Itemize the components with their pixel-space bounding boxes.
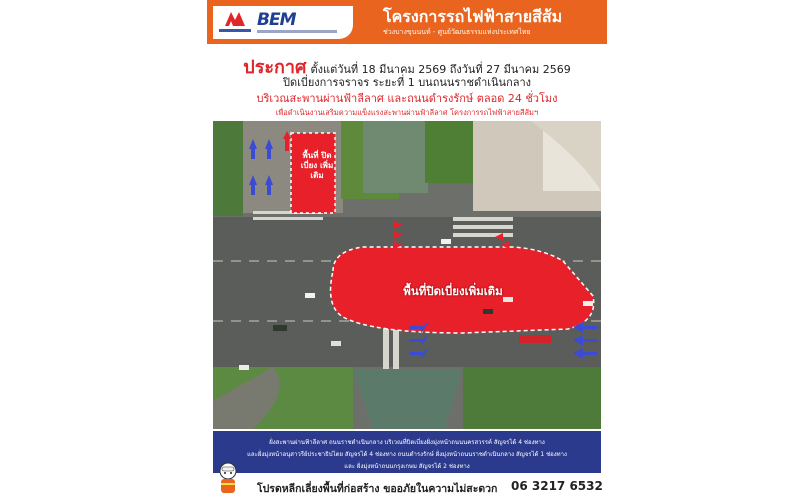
aerial-map-photo bbox=[213, 121, 601, 429]
tree-area bbox=[213, 121, 243, 216]
aerial-map-illustration bbox=[213, 121, 601, 429]
info-line-1: ฝั่งสะพานผ่านฟ้าลีลาศ ถนนราชดำเนินกลาง บริเวณที่ปิดเบี่ยงฝั่งมุ่งหน้าถนนนครสวรรค์ สัญจรได้ 4 ช่องทาง bbox=[269, 439, 545, 446]
project-subtitle: ช่วงบางขุนนนท์ - ศูนย์วัฒนธรรมแห่งประเทศไทย bbox=[383, 28, 531, 36]
contact-phone: 06 3217 6532 bbox=[511, 479, 603, 493]
announcement-line-2: ปิดเบี่ยงการจราจร ระยะที่ 1 บนถนนราชดำเนินกลาง bbox=[282, 76, 532, 89]
mrta-logo-icon bbox=[223, 10, 247, 28]
bem-logo: BEM bbox=[257, 10, 296, 30]
announcement-heading: ประกาศ bbox=[243, 57, 307, 78]
header-bar bbox=[207, 0, 607, 44]
announcement-line-4: เพื่อดำเนินงานเสริมความแข็งแรงสะพานผ่านฟ้าลีลาศ โครงการรถไฟฟ้าสายสีส้มฯ bbox=[275, 108, 539, 117]
mrta-logo-bar bbox=[219, 29, 251, 32]
large-closure-label: พื้นที่ปิดเบี่ยงเพิ่มเติม bbox=[403, 284, 503, 298]
traffic-info-box bbox=[213, 431, 601, 473]
bem-logo-tagline bbox=[257, 30, 337, 33]
tree-area bbox=[425, 121, 473, 183]
announcement-line-3: บริเวณสะพานผ่านฟ้าลีลาศ และถนนดำรงรักษ์ ตลอด 24 ชั่วโมง bbox=[256, 92, 558, 105]
footer-bar bbox=[207, 475, 607, 500]
announcement-dates: ตั้งแต่วันที่ 18 มีนาคม 2569 ถึงวันที่ 27 มีนาคม 2569 bbox=[310, 63, 571, 76]
engineer-mascot-icon bbox=[217, 461, 239, 499]
tree-area bbox=[463, 367, 601, 429]
announcement-poster bbox=[207, 0, 607, 500]
canal bbox=[363, 121, 428, 193]
info-line-2: และฝั่งมุ่งหน้าอนุสาวรีย์ประชาธิปไตย สัญจรได้ 4 ช่องทาง ถนนดำรงรักษ์ ฝั่งมุ่งหน้าถนนราชดำเนินกลาง สัญจรได้ 1 ช่องทาง bbox=[247, 451, 567, 458]
small-closure-label: พื้นที่ ปิดเบี่ยง เพิ่มเติม bbox=[300, 151, 334, 180]
logo-box bbox=[213, 6, 353, 39]
info-line-3: และ ฝั่งมุ่งหน้าถนนกรุงเกษม สัญจรได้ 2 ช่องทาง bbox=[344, 463, 470, 470]
footer-message: โปรดหลีกเลี่ยงพื้นที่ก่อสร้าง ขออภัยในความไม่สะดวก bbox=[257, 483, 498, 495]
project-title: โครงการรถไฟฟ้าสายสีส้ม bbox=[383, 7, 563, 26]
